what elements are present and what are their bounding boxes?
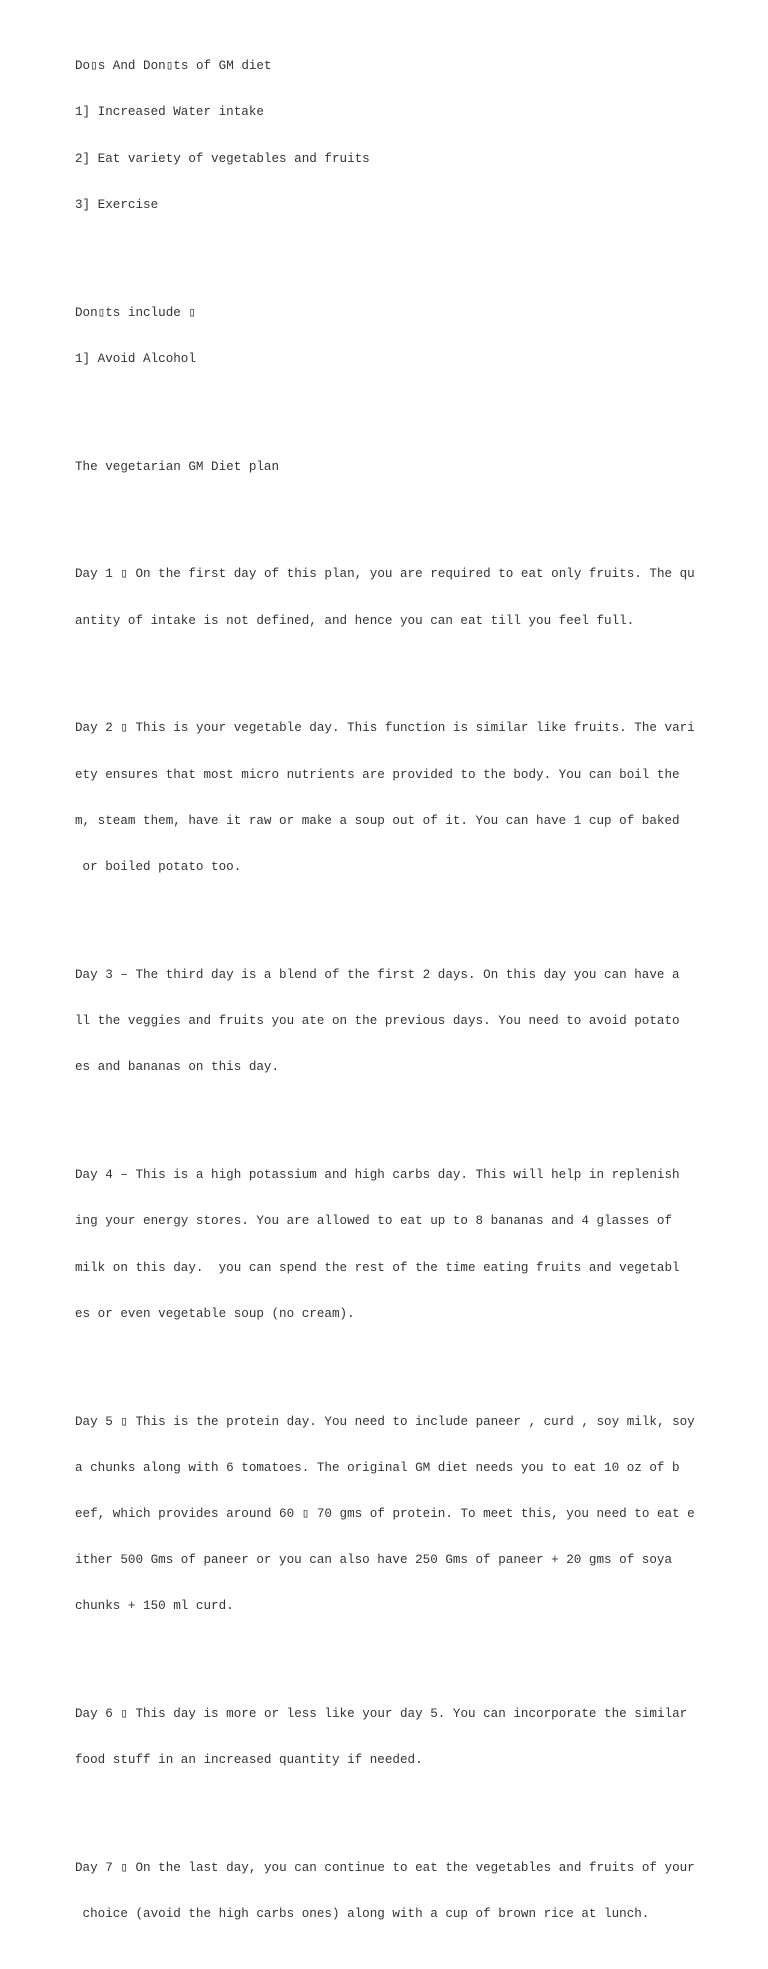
day-4-line: es or even vegetable soup (no cream). [75, 1306, 355, 1321]
day-7-line: Day 7 ▯ On the last day, you can continue to eat the vegetables and fruits of your [75, 1861, 695, 1876]
day-5-line: chunks + 150 ml curd. [75, 1599, 234, 1614]
day-7-line: choice (avoid the high carbs ones) along with a cup of brown rice at lunch. [75, 1907, 650, 1922]
document-text [75, 13, 695, 1969]
day-4-line: Day 4 – This is a high potassium and high carbs day. This will help in replenish [75, 1168, 680, 1183]
day-5-line: eef, which provides around 60 ▯ 70 gms of protein. To meet this, you need to eat e [75, 1506, 695, 1521]
paragraph-gap [75, 906, 695, 921]
donts-heading: Don▯ts include ▯ [75, 305, 196, 320]
day-3-line: es and bananas on this day. [75, 1060, 280, 1075]
dos-heading: Do▯s And Don▯ts of GM diet [75, 59, 272, 74]
day-5-line: a chunks along with 6 tomatoes. The original GM diet needs you to eat 10 oz of b [75, 1460, 680, 1475]
day-5-line: Day 5 ▯ This is the protein day. You need to include paneer , curd , soy milk, soy [75, 1414, 695, 1429]
paragraph-gap [75, 244, 695, 259]
paragraph-gap [75, 1800, 695, 1815]
day-3-line: Day 3 – The third day is a blend of the first 2 days. On this day you can have a [75, 967, 680, 982]
day-1-line: Day 1 ▯ On the first day of this plan, you are required to eat only fruits. The qu [75, 567, 695, 582]
dos-item: 1] Increased Water intake [75, 105, 264, 120]
paragraph-gap [75, 398, 695, 413]
day-2-line: Day 2 ▯ This is your vegetable day. This function is similar like fruits. The vari [75, 721, 695, 736]
paragraph-gap [75, 1646, 695, 1661]
day-5-line: ither 500 Gms of paneer or you can also have 250 Gms of paneer + 20 gms of soya [75, 1553, 673, 1568]
day-4-line: ing your energy stores. You are allowed to eat up to 8 bananas and 4 glasses of [75, 1214, 673, 1229]
paragraph-gap [75, 1107, 695, 1122]
donts-item: 1] Avoid Alcohol [75, 351, 196, 366]
dos-item: 2] Eat variety of vegetables and fruits [75, 151, 370, 166]
day-6-line: Day 6 ▯ This day is more or less like your day 5. You can incorporate the similar [75, 1707, 688, 1722]
day-2-line: ety ensures that most micro nutrients are provided to the body. You can boil the [75, 767, 680, 782]
dos-item: 3] Exercise [75, 197, 159, 212]
day-3-line: ll the veggies and fruits you ate on the previous days. You need to avoid potato [75, 1014, 680, 1029]
paragraph-gap [75, 660, 695, 675]
day-4-line: milk on this day. you can spend the rest of the time eating fruits and vegetabl [75, 1260, 680, 1275]
paragraph-gap [75, 506, 695, 521]
day-6-line: food stuff in an increased quantity if needed. [75, 1753, 423, 1768]
paragraph-gap [75, 1353, 695, 1368]
day-2-line: or boiled potato too. [75, 860, 242, 875]
day-1-line: antity of intake is not defined, and hence you can eat till you feel full. [75, 613, 635, 628]
plan-title: The vegetarian GM Diet plan [75, 459, 280, 474]
day-2-line: m, steam them, have it raw or make a soup out of it. You can have 1 cup of baked [75, 813, 680, 828]
